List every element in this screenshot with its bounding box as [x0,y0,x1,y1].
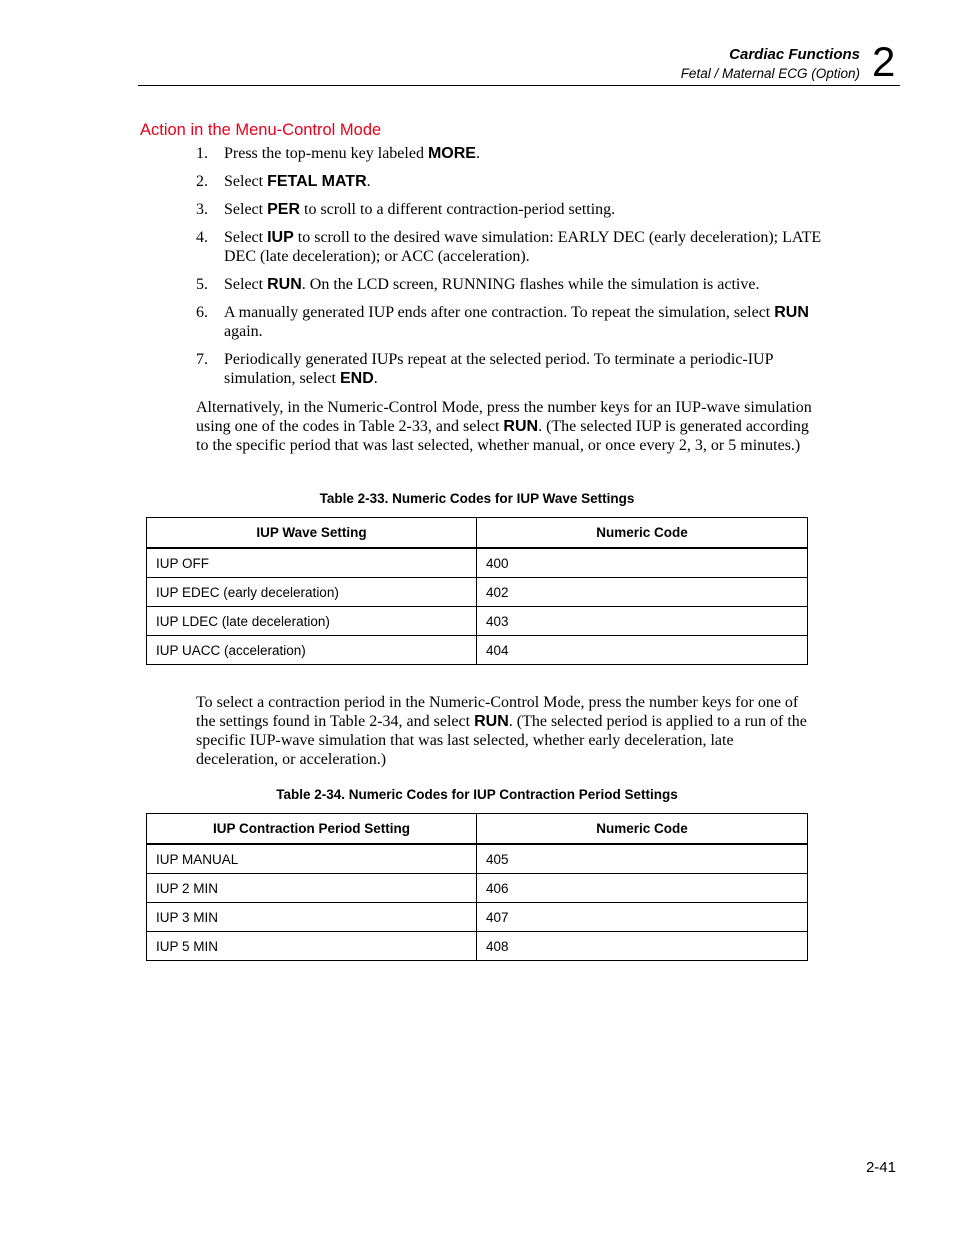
header-title: Cardiac Functions [729,46,860,63]
step-1 [196,144,826,163]
key-label: RUN [503,418,539,435]
key-label: MORE [427,145,476,162]
header-subtitle: Fetal / Maternal ECG (Option) [680,66,860,81]
table-cell: IUP LDEC (late deceleration) [147,607,477,636]
table-cell: 407 [477,903,808,932]
step-5 [196,275,826,294]
table-cell: 403 [477,607,808,636]
key-label: IUP [267,229,294,246]
step-text: Press the top-menu key labeled MORE. [224,145,480,162]
table-row [147,903,808,932]
column-header: Numeric Code [477,518,808,549]
paragraph-numeric-iup: Alternatively, in the Numeric-Control Mode, press the number keys for an IUP-wave simulation using one of the codes in Table 2-33, and select RUN. (The selected IUP is generated according to the specific period that was last selected, whether manual, or once every 2, 3, or 5 minutes.) [196,399,812,454]
step-number: 6. [196,304,208,321]
step-7 [196,350,826,388]
table-row [147,932,808,961]
table-cell: 402 [477,578,808,607]
key-label: PER [267,201,300,218]
table-cell: IUP MANUAL [147,844,477,874]
column-header: IUP Contraction Period Setting [147,814,477,845]
step-number: 1. [196,145,208,162]
key-label: FETAL MATR [267,173,367,190]
page-number: 2-41 [865,1159,896,1176]
key-label: RUN [474,713,509,730]
step-2 [196,172,826,191]
table-caption: Table 2-33. Numeric Codes for IUP Wave Settings [319,491,635,506]
table-caption: Table 2-34. Numeric Codes for IUP Contraction Period Settings [276,787,678,802]
step-text: Periodically generated IUPs repeat at the selected period. To terminate a periodic-IUP simulation, select END. [224,351,773,387]
table-cell: IUP UACC (acceleration) [147,636,477,665]
steps-list [196,144,826,397]
paragraph-numeric-period: To select a contraction period in the Numeric-Control Mode, press the number keys for one of the settings found in Table 2-34, and select RUN. (The selected period is applied to a run of the specific IUP-wave simulation that was last selected, whether early deceleration, late deceleration, or acceleration.) [196,694,807,768]
iup-period-table [146,813,808,961]
key-label: END [339,370,374,387]
table-row [147,548,808,578]
table-row [147,636,808,665]
step-3 [196,200,826,219]
step-4 [196,228,826,266]
table-row [147,578,808,607]
table-header-row [147,814,808,845]
step-number: 2. [196,173,208,190]
table-cell: IUP 5 MIN [147,932,477,961]
table-cell: IUP 3 MIN [147,903,477,932]
table-cell: 400 [477,548,808,578]
table-cell: IUP EDEC (early deceleration) [147,578,477,607]
table-row [147,607,808,636]
iup-wave-table [146,517,808,665]
step-text: Select IUP to scroll to the desired wave simulation: EARLY DEC (early deceleration); LATE DEC (late deceleration); or ACC (acceleration). [224,229,822,265]
column-header: IUP Wave Setting [147,518,477,549]
step-number: 5. [196,276,208,293]
table-cell: IUP OFF [147,548,477,578]
step-number: 7. [196,351,208,368]
table-row [147,844,808,874]
step-number: 4. [196,229,208,246]
section-heading: Action in the Menu-Control Mode [140,121,382,139]
step-text: Select PER to scroll to a different contraction-period setting. [224,201,616,218]
step-text: Select FETAL MATR. [224,173,371,190]
table-cell: 406 [477,874,808,903]
key-label: RUN [774,304,809,321]
table-header-row [147,518,808,549]
step-number: 3. [196,201,208,218]
table-cell: 408 [477,932,808,961]
step-text: Select RUN. On the LCD screen, RUNNING flashes while the simulation is active. [224,276,760,293]
table-cell: IUP 2 MIN [147,874,477,903]
table-row [147,874,808,903]
table-cell: 404 [477,636,808,665]
step-6 [196,303,826,341]
header-rule [138,85,900,86]
step-text: A manually generated IUP ends after one contraction. To repeat the simulation, select RUN again. [224,304,809,340]
column-header: Numeric Code [477,814,808,845]
chapter-number: 2 [872,38,896,85]
table-cell: 405 [477,844,808,874]
key-label: RUN [267,276,302,293]
